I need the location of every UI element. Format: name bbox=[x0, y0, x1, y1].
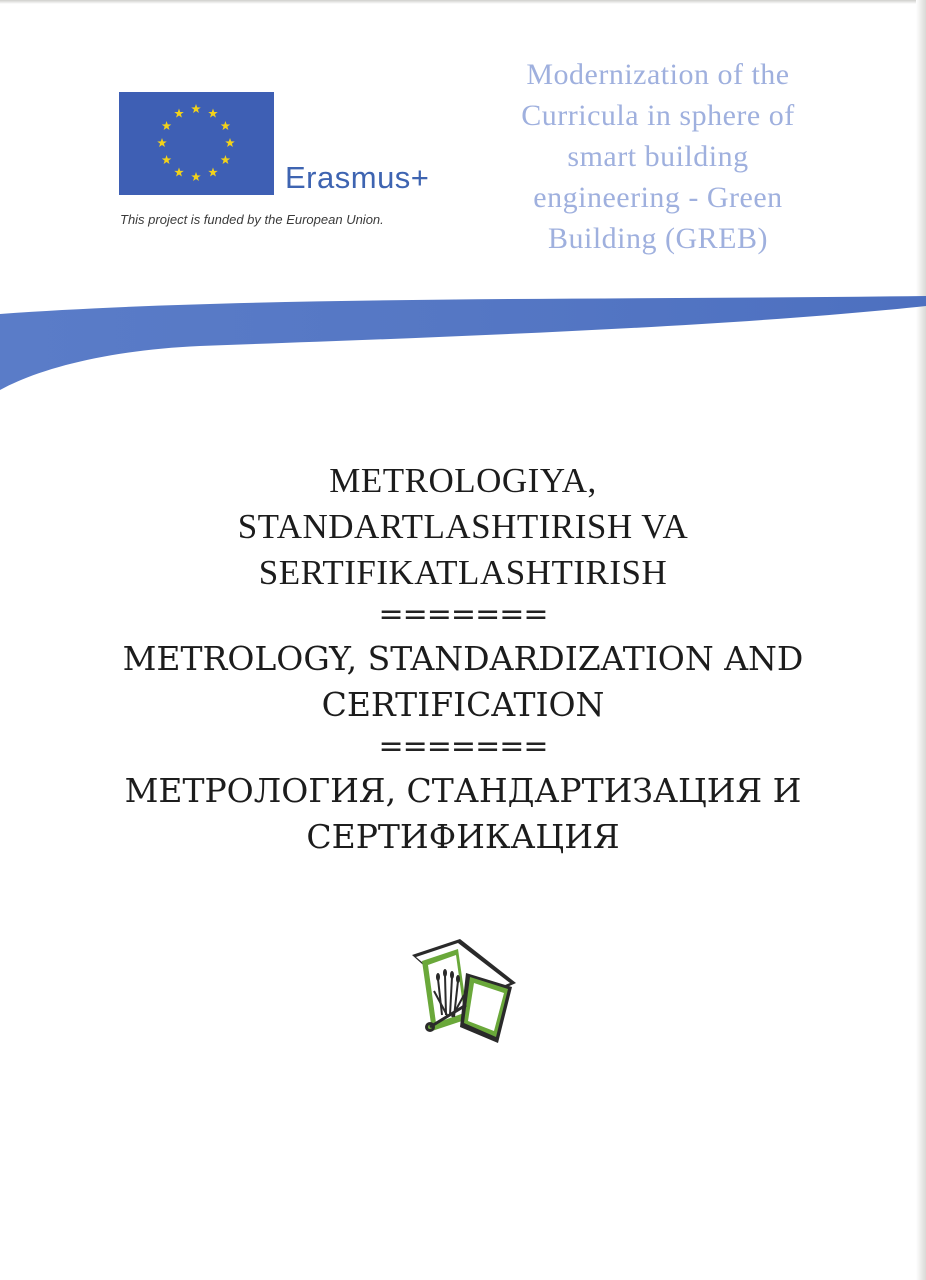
project-title-line: smart building bbox=[567, 140, 749, 173]
erasmus-plus-logo: Erasmus+ bbox=[285, 160, 430, 195]
funding-note: This project is funded by the European Union. bbox=[120, 212, 384, 227]
project-title-line: Modernization of the bbox=[526, 58, 790, 91]
title-russian-line: СЕРТИФИКАЦИЯ bbox=[306, 817, 620, 856]
title-english-line: CERTIFICATION bbox=[321, 685, 605, 724]
eu-star-icon bbox=[191, 104, 201, 113]
eu-star-icon bbox=[157, 138, 167, 147]
eu-star-icon bbox=[162, 155, 172, 164]
eu-star-icon bbox=[221, 155, 231, 164]
title-uzbek-line: METROLOGIYA, bbox=[329, 461, 597, 500]
title-uzbek-line: SERTIFIKATLASHTIRISH bbox=[258, 553, 668, 592]
open-book-logo-icon bbox=[408, 935, 520, 1045]
eu-star-icon bbox=[208, 109, 218, 118]
title-russian-line: МЕТРОЛОГИЯ, СТАНДАРТИЗАЦИЯ И bbox=[124, 771, 802, 810]
project-title-line: Curricula in sphere of bbox=[521, 99, 795, 132]
project-title bbox=[478, 54, 838, 259]
eu-star-icon bbox=[225, 138, 235, 147]
title-uzbek-line: STANDARTLASHTIRISH VA bbox=[237, 507, 689, 546]
title-divider: ======= bbox=[378, 729, 548, 764]
title-russian bbox=[0, 768, 926, 860]
eu-flag-icon bbox=[119, 92, 274, 195]
eu-star-icon bbox=[208, 167, 218, 176]
page-top-edge bbox=[0, 0, 926, 4]
project-title-line: Building (GREB) bbox=[547, 222, 768, 255]
eu-star-icon bbox=[191, 172, 201, 181]
title-english-line: METROLOGY, STANDARDIZATION AND bbox=[122, 639, 804, 678]
eu-star-icon bbox=[174, 109, 184, 118]
document-titles bbox=[0, 458, 926, 860]
title-uzbek bbox=[0, 458, 926, 596]
blue-swoosh-band bbox=[0, 288, 926, 408]
eu-star-icon bbox=[174, 167, 184, 176]
eu-star-icon bbox=[162, 121, 172, 130]
project-title-line: engineering - Green bbox=[533, 181, 783, 214]
eu-star-icon bbox=[221, 121, 231, 130]
title-english bbox=[0, 636, 926, 728]
title-divider: ======= bbox=[378, 597, 548, 632]
